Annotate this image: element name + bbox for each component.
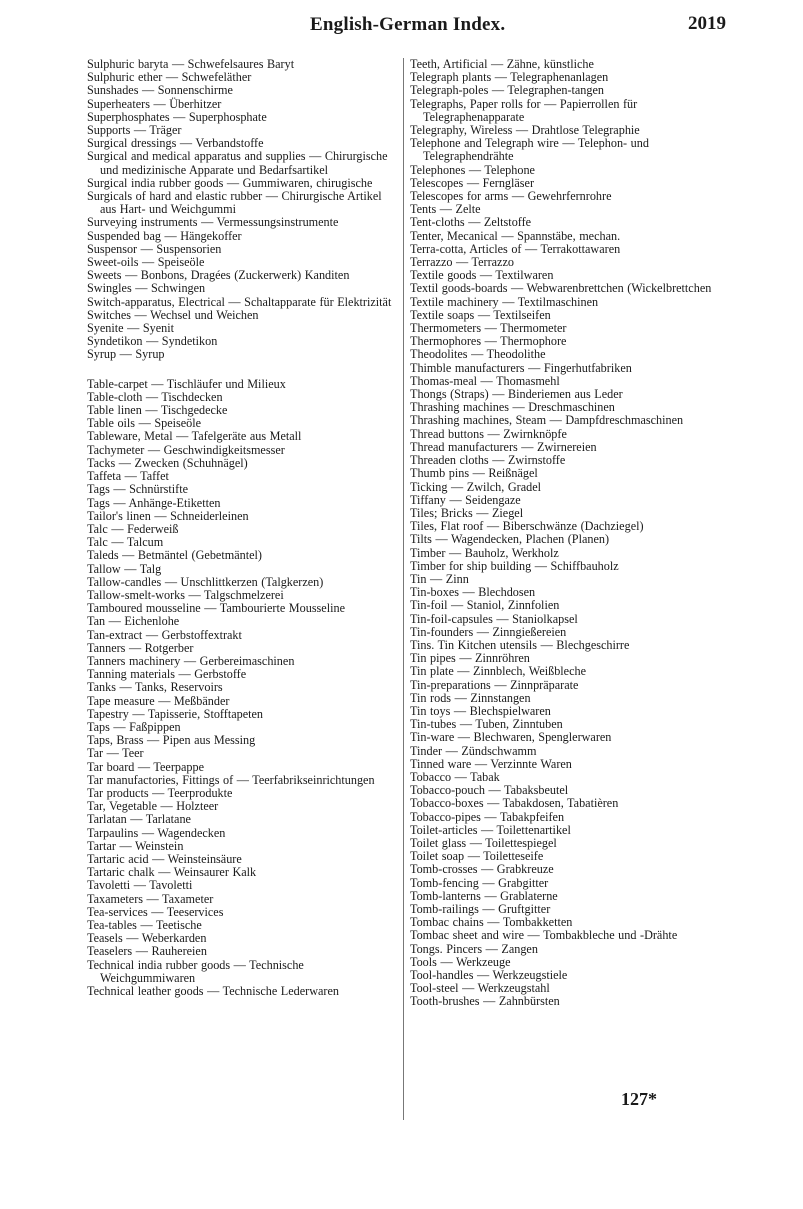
index-entry: Sweet-oils — Speiseöle [87, 255, 205, 270]
index-entry: Tin rods — Zinnstangen [410, 690, 531, 705]
index-entry: Tiles; Bricks — Ziegel [410, 505, 524, 520]
index-entry: Surgical and medical apparatus and supplies — Chirurgische und medizinische Apparate und Bedarfsartikel [87, 149, 388, 177]
index-entry: Thrashing machines, Steam — Dampfdreschmaschinen [410, 413, 684, 428]
index-entry: Tools — Werkzeuge [410, 954, 511, 969]
index-entry: Tin-tubes — Tuben, Zinntuben [410, 717, 563, 732]
index-entry: Tobacco-boxes — Tabakdosen, Tabatièren [410, 796, 619, 811]
index-entry: Tin-boxes — Blechdosen [410, 585, 536, 600]
index-entry: Tobacco-pipes — Tabakpfeifen [410, 809, 565, 824]
right-index-column [410, 58, 722, 1009]
index-entry: Table linen — Tischgedecke [87, 403, 228, 418]
index-entry: Surveying instruments — Vermessungsinstrumente [87, 215, 339, 230]
index-entry: Tanning materials — Gerbstoffe [87, 667, 247, 682]
index-entry: Tallow-candles — Unschlittkerzen (Talgkerzen) [87, 574, 324, 589]
index-entry: Telescopes — Ferngläser [410, 175, 535, 190]
index-entry: Tea-services — Teeservices [87, 904, 224, 919]
index-entry: Textil goods-boards — Webwarenbrettchen (Wickelbrettchen [410, 281, 712, 296]
index-entry: Superphosphates — Superphosphate [87, 109, 267, 124]
index-entry: Telephone and Telegraph wire — Telephon- und Telegraphendrähte [410, 136, 649, 164]
index-entry: Ticking — Zwilch, Gradel [410, 479, 542, 494]
index-entry: Tin-foil-capsules — Staniolkapsel [410, 611, 578, 626]
index-entry: Tin plate — Zinnblech, Weißbleche [410, 664, 587, 679]
index-entry: Tartaric chalk — Weinsaurer Kalk [87, 865, 257, 880]
index-entry: Technical leather goods — Technische Lederwaren [87, 984, 339, 999]
index-entry: Teeth, Artificial — Zähne, künstliche [410, 57, 594, 71]
index-entry: Surgical india rubber goods — Gummiwaren, chirugische [87, 175, 373, 190]
index-entry: Tomb-railings — Gruftgitter [410, 902, 551, 916]
index-entry: Tamboured mousseline — Tambourierte Mousseline [87, 601, 345, 616]
index-entry: Telegraph-poles — Telegraphen-tangen [410, 83, 604, 98]
index-entry: Switches — Wechsel und Weichen [87, 307, 259, 322]
index-entry: Taffeta — Taffet [87, 469, 169, 484]
index-entry: Sulphuric baryta — Schwefelsaures Baryt [87, 57, 295, 71]
index-entry: Tin-founders — Zinngießereien [410, 624, 567, 639]
index-entry: Tool-handles — Werkzeugstiele [410, 968, 568, 983]
index-entry: Thread buttons — Zwirnknöpfe [410, 426, 567, 441]
index-entry: Tarpaulins — Wagendecken [87, 825, 226, 840]
index-entry: Tallow-smelt-works — Talgschmelzerei [87, 587, 284, 602]
index-entry: Toilet soap — Toiletteseife [410, 849, 544, 864]
index-entry: Sulphuric ether — Schwefeläther [87, 70, 252, 85]
index-entry: Tin-preparations — Zinnpräparate [410, 677, 579, 692]
index-entry: Textile machinery — Textilmaschinen [410, 294, 599, 309]
index-entry: Thermometers — Thermometer [410, 321, 567, 336]
index-entry: Textile soaps — Textilseifen [410, 307, 551, 322]
index-entry: Tinned ware — Verzinnte Waren [410, 756, 572, 771]
index-entry: Tanners — Rotgerber [87, 640, 194, 655]
index-entry: Tan-extract — Gerbstoffextrakt [87, 627, 242, 642]
index-entry: Suspended bag — Hängekoffer [87, 228, 242, 243]
index-entry: Tape measure — Meßbänder [87, 693, 230, 708]
index-entry: Tiffany — Seidengaze [410, 492, 521, 507]
index-entry: Tents — Zelte [410, 202, 481, 217]
index-entry: Tar products — Teerprodukte [87, 785, 233, 800]
index-entry: Teasels — Weberkarden [87, 931, 207, 946]
index-entry: Terra-cotta, Articles of — Terrakottawaren [410, 241, 621, 256]
index-entry: Tar, Vegetable — Holzteer [87, 799, 219, 814]
index-entry: Taps — Faßpippen [87, 719, 181, 734]
index-entry: Tomb-crosses — Grabkreuze [410, 862, 554, 877]
index-entry: Tins. Tin Kitchen utensils — Blechgeschirre [410, 637, 630, 652]
index-entry: Timber — Bauholz, Werkholz [410, 545, 559, 560]
index-entry: Supports — Träger [87, 123, 182, 138]
index-entry: Tanners machinery — Gerbereimaschinen [87, 653, 295, 668]
index-entry: Taleds — Betmäntel (Gebetmäntel) [87, 548, 262, 563]
index-entry: Thongs (Straps) — Binderiemen aus Leder [410, 387, 623, 402]
index-entry: Tobacco — Tabak [410, 769, 500, 784]
index-entry: Tapestry — Tapisserie, Stofftapeten [87, 706, 264, 721]
index-entry: Sunshades — Sonnenschirme [87, 83, 233, 98]
index-entry: Superheaters — Überhitzer [87, 96, 222, 111]
index-entry: Talc — Talcum [87, 535, 164, 550]
index-entry: Tar manufactories, Fittings of — Teerfabrikseinrichtungen [87, 772, 375, 787]
index-entry: Tin-foil — Staniol, Zinnfolien [410, 598, 560, 613]
page-number: 2019 [688, 13, 726, 34]
index-entry: Tags — Anhänge-Etiketten [87, 495, 221, 510]
index-entry: Table oils — Speiseöle [87, 416, 202, 431]
index-entry: Tacks — Zwecken (Schuhnägel) [87, 455, 248, 470]
index-entry: Tar — Teer [87, 746, 144, 761]
index-entry: Timber for ship building — Schiffbauholz [410, 558, 619, 573]
index-entry: Syenite — Syenit [87, 321, 174, 336]
index-entry: Tin — Zinn [410, 571, 469, 586]
index-entry: Tilts — Wagendecken, Plachen (Planen) [410, 532, 610, 547]
index-entry: Tableware, Metal — Tafelgeräte aus Metall [87, 429, 302, 444]
index-entry: Tea-tables — Teetische [87, 918, 202, 932]
index-entry: Taxameters — Taxameter [87, 891, 214, 906]
index-entry: Tavoletti — Tavoletti [87, 878, 193, 893]
index-entry: Swingles — Schwingen [87, 281, 206, 296]
index-entry: Tan — Eichenlohe [87, 614, 180, 629]
index-entry: Telegraphy, Wireless — Drahtlose Telegraphie [410, 123, 640, 138]
index-entry: Suspensor — Suspensorien [87, 241, 222, 256]
index-entry: Tomb-fencing — Grabgitter [410, 875, 549, 890]
index-entry: Surgicals of hard and elastic rubber — Chirurgische Artikel aus Hart- und Weichgummi [87, 189, 382, 217]
index-entry: Thread manufacturers — Zwirnereien [410, 439, 597, 454]
index-entry: Syndetikon — Syndetikon [87, 334, 218, 349]
letter-group-gap [87, 362, 397, 378]
index-entry: Table-cloth — Tischdecken [87, 389, 223, 404]
index-entry: Textile goods — Textilwaren [410, 268, 554, 283]
signature-mark: 127* [621, 1089, 657, 1109]
index-entry: Syrup — Syrup [87, 347, 165, 362]
index-entry: Telegraphs, Paper rolls for — Papierrollen für Telegraphenapparate [410, 96, 638, 124]
index-entry: Thimble manufacturers — Fingerhutfabriken [410, 360, 632, 375]
index-entry: Tin toys — Blechspielwaren [410, 703, 551, 718]
page-title: English-German Index. [310, 14, 506, 35]
index-entry: Tachymeter — Geschwindigkeitsmesser [87, 442, 285, 457]
index-entry: Tooth-brushes — Zahnbürsten [410, 994, 560, 1009]
index-entry: Tarlatan — Tarlatane [87, 812, 191, 827]
index-entry: Tin-ware — Blechwaren, Spenglerwaren [410, 730, 612, 745]
index-entry: Sweets — Bonbons, Dragées (Zuckerwerk) Kanditen [87, 268, 350, 283]
index-entry: Threaden cloths — Zwirnstoffe [410, 453, 566, 468]
index-entry: Toilet glass — Toilettespiegel [410, 835, 557, 850]
index-entry: Tar board — Teerpappe [87, 759, 204, 774]
index-entry: Tin pipes — Zinnröhren [410, 651, 530, 666]
index-entry: Tinder — Zündschwamm [410, 743, 537, 758]
index-entry: Theodolites — Theodolithe [410, 347, 546, 362]
index-entry: Tailor's linen — Schneiderleinen [87, 508, 249, 523]
index-entry: Terrazzo — Terrazzo [410, 255, 514, 270]
index-entry: Thrashing machines — Dreschmaschinen [410, 400, 615, 415]
index-entry: Tallow — Talg [87, 561, 162, 576]
index-entry: Talc — Federweiß [87, 521, 179, 536]
index-entry: Tanks — Tanks, Reservoirs [87, 680, 223, 695]
index-entry: Taps, Brass — Pipen aus Messing [87, 733, 256, 748]
index-entry: Tomb-lanterns — Grablaterne [410, 888, 558, 903]
index-entry: Tags — Schnürstifte [87, 482, 189, 497]
index-entry: Tartaric acid — Weinsteinsäure [87, 851, 242, 866]
index-entry: Table-carpet — Tischläufer und Milieux [87, 376, 286, 391]
column-divider [403, 58, 404, 1120]
index-entry: Surgical dressings — Verbandstoffe [87, 136, 264, 151]
index-entry: Telephones — Telephone [410, 162, 535, 177]
index-entry: Technical india rubber goods — Technische Weichgummiwaren [87, 957, 304, 985]
index-entry: Telegraph plants — Telegraphenanlagen [410, 70, 609, 85]
index-entry: Tongs. Pincers — Zangen [410, 941, 538, 956]
left-index-column [87, 58, 397, 998]
index-entry: Switch-apparatus, Electrical — Schaltapparate für Elektrizität [87, 294, 392, 309]
index-entry: Tenter, Mecanical — Spannstäbe, mechan. [410, 228, 621, 243]
index-entry: Tobacco-pouch — Tabaksbeutel [410, 783, 569, 798]
index-entry: Toilet-articles — Toilettenartikel [410, 822, 571, 837]
index-entry: Tiles, Flat roof — Biberschwänze (Dachziegel) [410, 519, 644, 534]
index-entry: Tombac chains — Tombakketten [410, 915, 573, 930]
index-entry: Thumb pins — Reißnägel [410, 466, 538, 481]
index-entry: Tool-steel — Werkzeugstahl [410, 981, 550, 996]
index-entry: Tent-cloths — Zeltstoffe [410, 215, 532, 230]
index-entry: Tartar — Weinstein [87, 838, 184, 853]
index-entry: Thomas-meal — Thomasmehl [410, 373, 560, 388]
index-entry: Thermophores — Thermophore [410, 334, 567, 349]
index-entry: Telescopes for arms — Gewehrfernrohre [410, 189, 612, 204]
index-entry: Teaselers — Rauhereien [87, 944, 207, 959]
index-entry: Tombac sheet and wire — Tombakbleche und -Drähte [410, 928, 678, 943]
